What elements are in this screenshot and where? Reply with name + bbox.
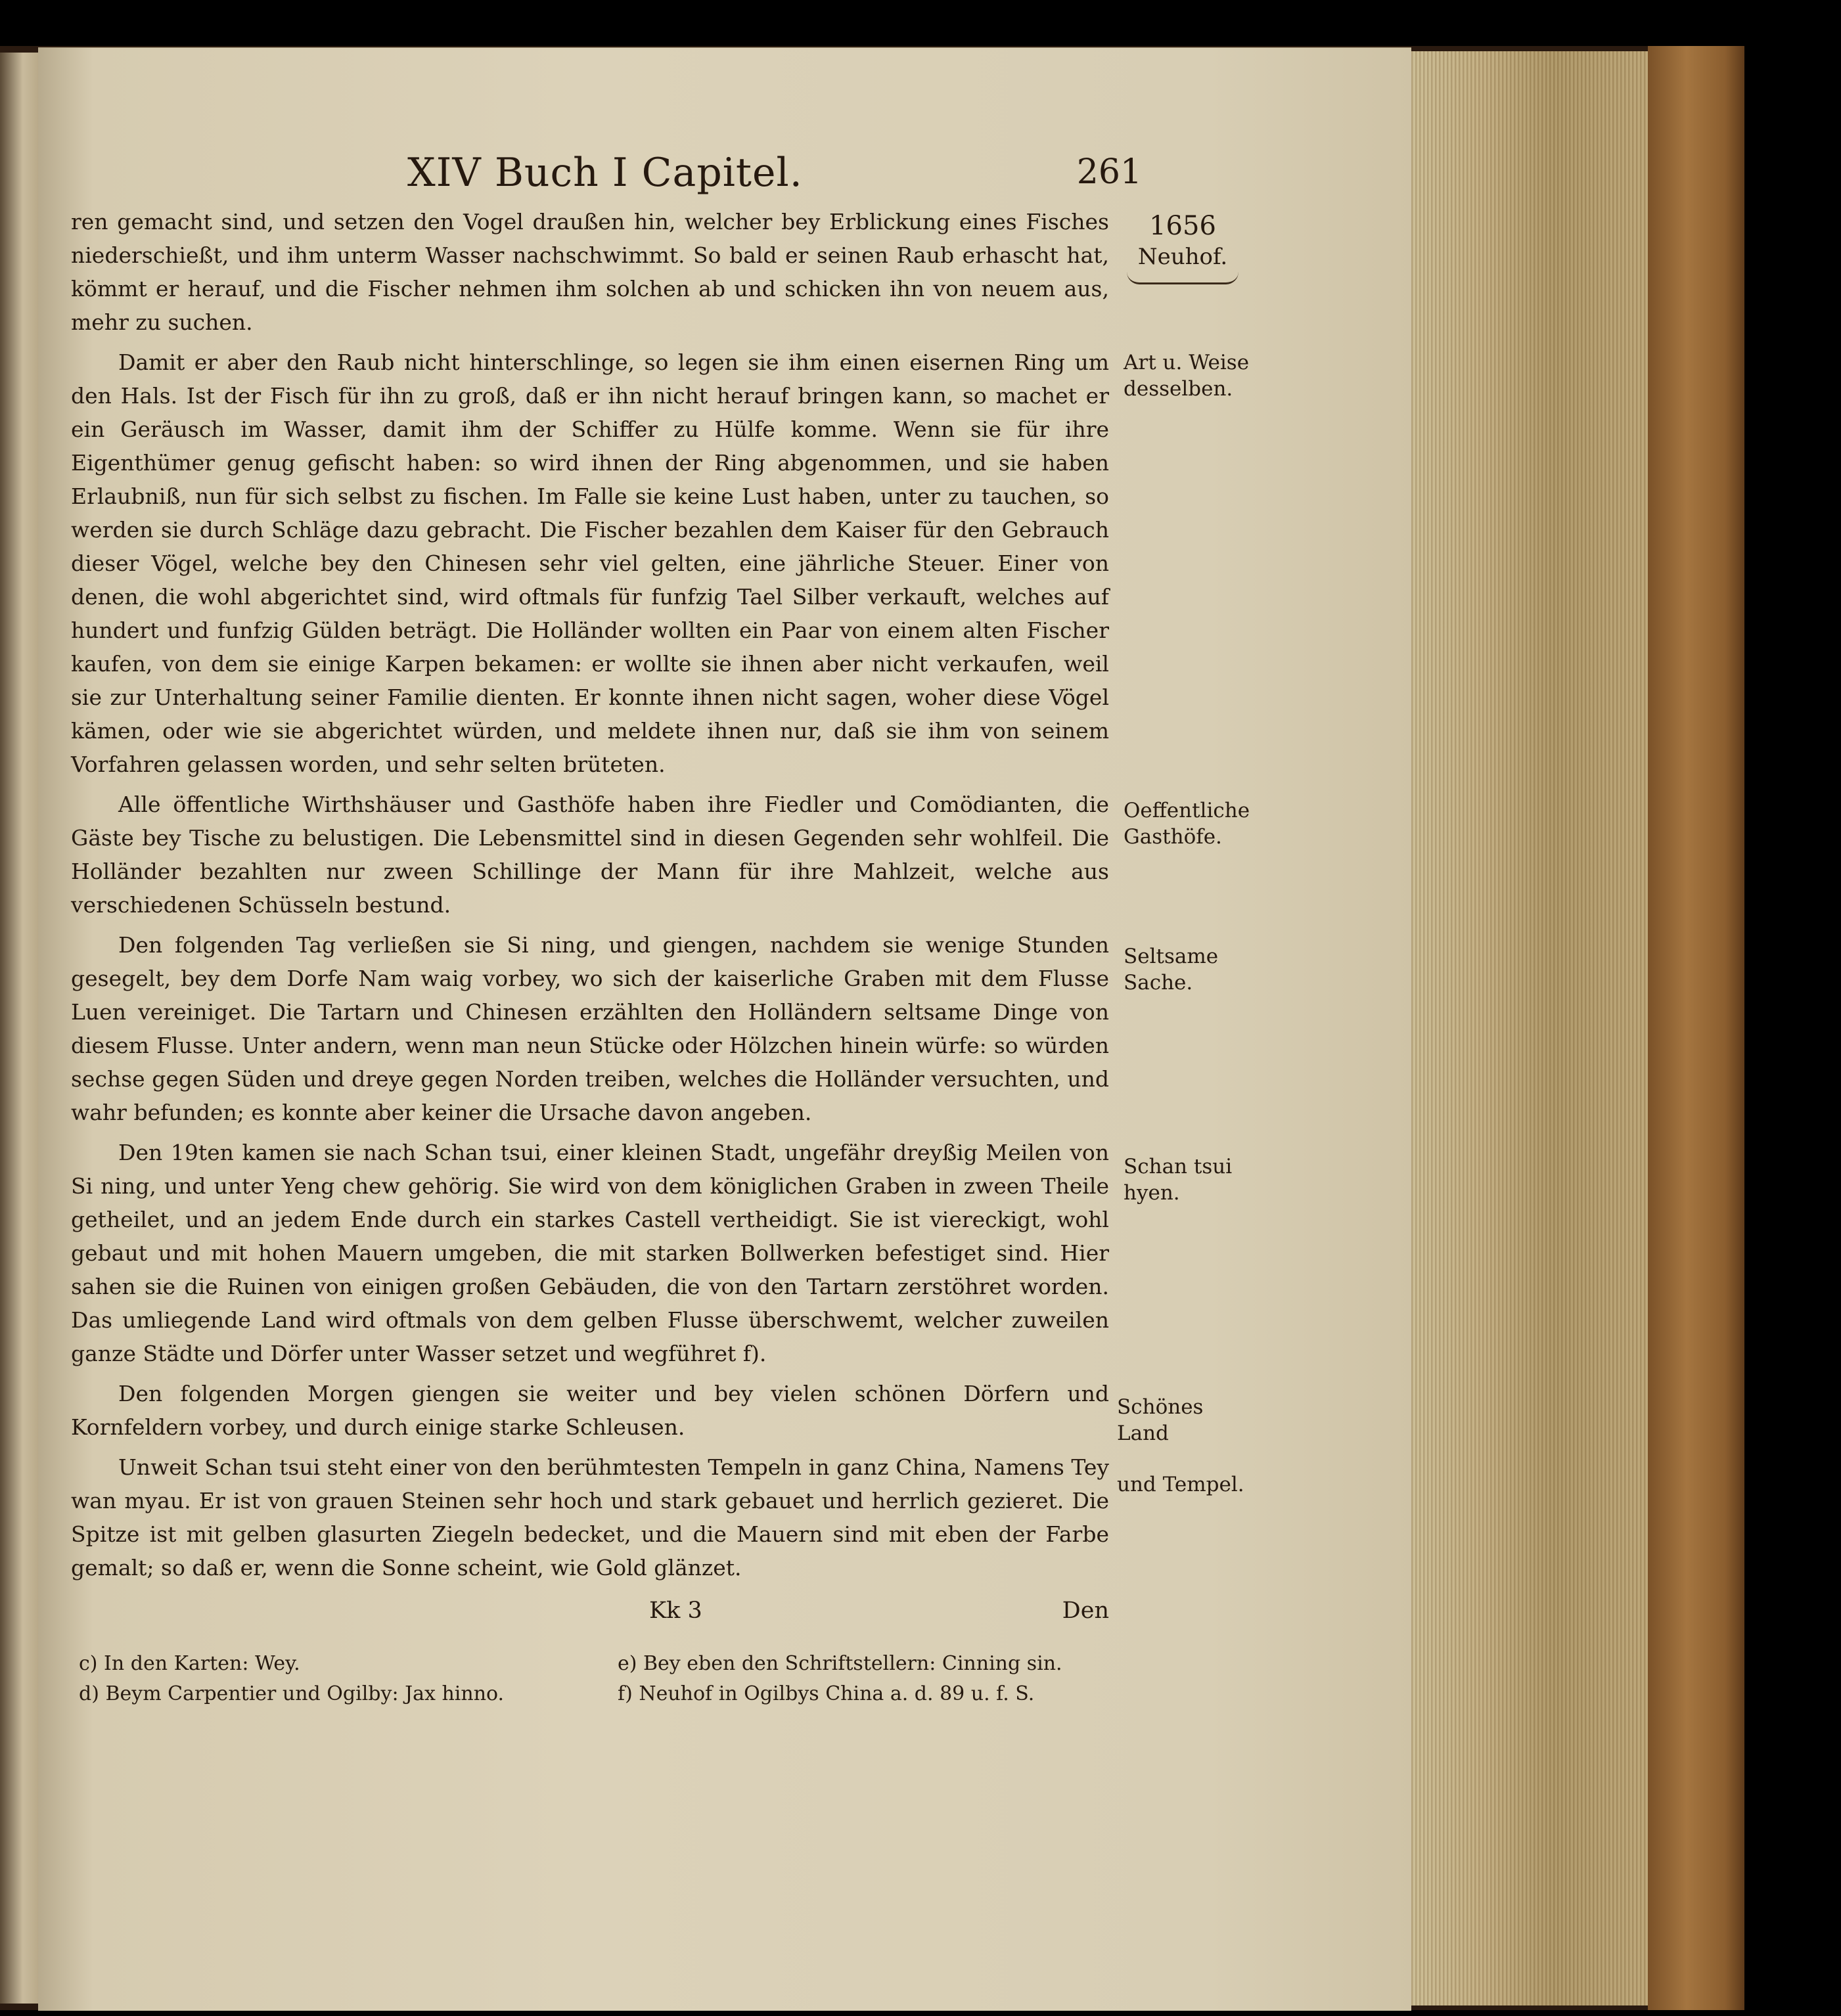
page-block-fore-edge	[1411, 51, 1648, 2005]
footnote-d: d) Beym Carpentier und Ogilby: Jax hinno.	[79, 1682, 505, 1705]
main-text	[71, 205, 1109, 1584]
left-page-edge	[0, 53, 38, 2004]
paragraph-7: Unweit Schan tsui steht einer von den berühmtesten Tempeln in ganz China, Namens Tey wan myau. Er ist von grauen Steinen sehr hoch und stark gebauet und herrlich gezieret. Die Spitze ist mit gelben glasurten Ziegeln bedecket, und die Mauern sind mit eben der Farbe gemalt; so daß er, wenn die Sonne scheint, wie Gold glänzet.	[71, 1454, 1109, 1580]
running-head: XIV Buch I Capitel.	[407, 150, 803, 196]
signature-mark: Kk 3	[649, 1598, 702, 1624]
margin-note-art-weise: Art u. Weise desselben.	[1124, 351, 1250, 401]
paragraph-1: ren gemacht sind, und setzen den Vogel draußen hin, welcher bey Erblickung eines Fisches niederschießt, und ihm unterm Wasser nachschwimmt. So bald er seinen Raub erhascht hat, kömmt er herauf, und die Fischer nehmen ihm solchen ab und schicken ihn von neuem aus, mehr zu suchen.	[71, 209, 1109, 335]
margin-year: 1656	[1149, 211, 1216, 241]
margin-brace	[1127, 272, 1239, 284]
footnote-c: c) In den Karten: Wey.	[79, 1652, 300, 1675]
paragraph-3: Alle öffentliche Wirthshäuser und Gasthöfe haben ihre Fiedler und Comödianten, die Gäste bey Tische zu belustigen. Die Lebensmittel sind in diesen Gegenden sehr wohlfeil. Die Holländer bezahlten nur zween Schillinge der Mann für ihre Mahlzeit, welche aus verschiedenen Schüsseln bestund.	[71, 792, 1109, 918]
margin-note-gasthoefe: Oeffentliche Gasthöfe.	[1124, 799, 1250, 849]
footnote-f: f) Neuhof in Ogilbys China a. d. 89 u. f. S.	[618, 1682, 1035, 1705]
margin-note-seltsame-sache: Seltsame Sache.	[1124, 945, 1219, 995]
paragraph-5: Den 19ten kamen sie nach Schan tsui, einer kleinen Stadt, ungefähr dreyßig Meilen von Si ning, und unter Yeng chew gehörig. Sie wird von dem königlichen Graben in zween Theile getheilet, und an jedem Ende durch ein starkes Castell vertheidigt. Sie ist viereckigt, wohl gebaut und mit hohen Mauern umgeben, die mit starken Bollwerken befestiget sind. Hier sahen sie die Ruinen von einigen großen Gebäuden, die von den Tartarn zerstöhret worden. Das umliegende Land wird oftmals von dem gelben Flusse überschwemt, welcher zuweilen ganze Städte und Dörfer unter Wasser setzet und wegführet f).	[71, 1140, 1109, 1366]
paragraph-6: Den folgenden Morgen giengen sie weiter und bey vielen schönen Dörfern und Kornfeldern vorbey, und durch einige starke Schleusen.	[71, 1381, 1109, 1440]
catchword: Den	[1062, 1598, 1109, 1624]
leather-cover-edge	[1648, 46, 1744, 2010]
paragraph-4: Den folgenden Tag verließen sie Si ning, und giengen, nachdem sie wenige Stunden gesegelt, bey dem Dorfe Nam waig vorbey, wo sich der kaiserliche Graben mit dem Flusse Luen vereiniget. Die Tartarn und Chinesen erzählten den Holländern seltsame Dinge von diesem Flusse. Unter andern, wenn man neun Stücke oder Hölzchen hinein würfe: so würden sechse gegen Süden und dreye gegen Norden treiben, welches die Holländer versuchten, und wahr befunden; es konnte aber keiner die Ursache davon angeben.	[71, 932, 1109, 1125]
photo-border	[0, 0, 1841, 46]
margin-note-schan-tsui: Schan tsui hyen.	[1124, 1155, 1233, 1205]
paragraph-2: Damit er aber den Raub nicht hinterschlinge, so legen sie ihm einen eisernen Ring um den Hals. Ist der Fisch für ihn zu groß, daß er ihn nicht herauf bringen kann, so machet er ein Geräusch im Wasser, damit ihm der Schiffer zu Hülfe komme. Wenn sie für ihre Eigenthümer genug gefischt haben: so wird ihnen der Ring abgenommen, und sie haben Erlaubniß, nun für sich selbst zu fischen. Im Falle sie keine Lust haben, unter zu tauchen, so werden sie durch Schläge dazu gebracht. Die Fischer bezahlen dem Kaiser für den Gebrauch dieser Vögel, welche bey den Chinesen sehr viel gelten, eine jährliche Steuer. Einer von denen, die wohl abgerichtet sind, wird oftmals für funfzig Tael Silber verkauft, welches auf hundert und funfzig Gülden beträgt. Die Holländer wollten ein Paar von einem alten Fischer kaufen, von dem sie einige Karpen bekamen: er wollte sie ihnen aber nicht verkaufen, weil sie zur Unterhaltung seiner Familie dienten. Er konnte ihnen nicht sagen, woher diese Vögel kämen, oder wie sie abgerichtet würden, und meldete ihnen nur, daß sie ihm von seinem Vorfahren gelassen worden, und sehr selten brüteten.	[71, 349, 1109, 777]
margin-note-tempel: und Tempel.	[1117, 1473, 1244, 1496]
margin-note-schoenes-land: Schönes Land	[1117, 1395, 1204, 1445]
margin-year-note	[1124, 209, 1242, 284]
footnote-e: e) Bey eben den Schriftstellern: Cinning sin.	[618, 1652, 1062, 1675]
margin-source: Neuhof.	[1137, 244, 1228, 270]
page-number: 261	[1076, 152, 1142, 192]
catchline	[71, 1598, 1109, 1630]
